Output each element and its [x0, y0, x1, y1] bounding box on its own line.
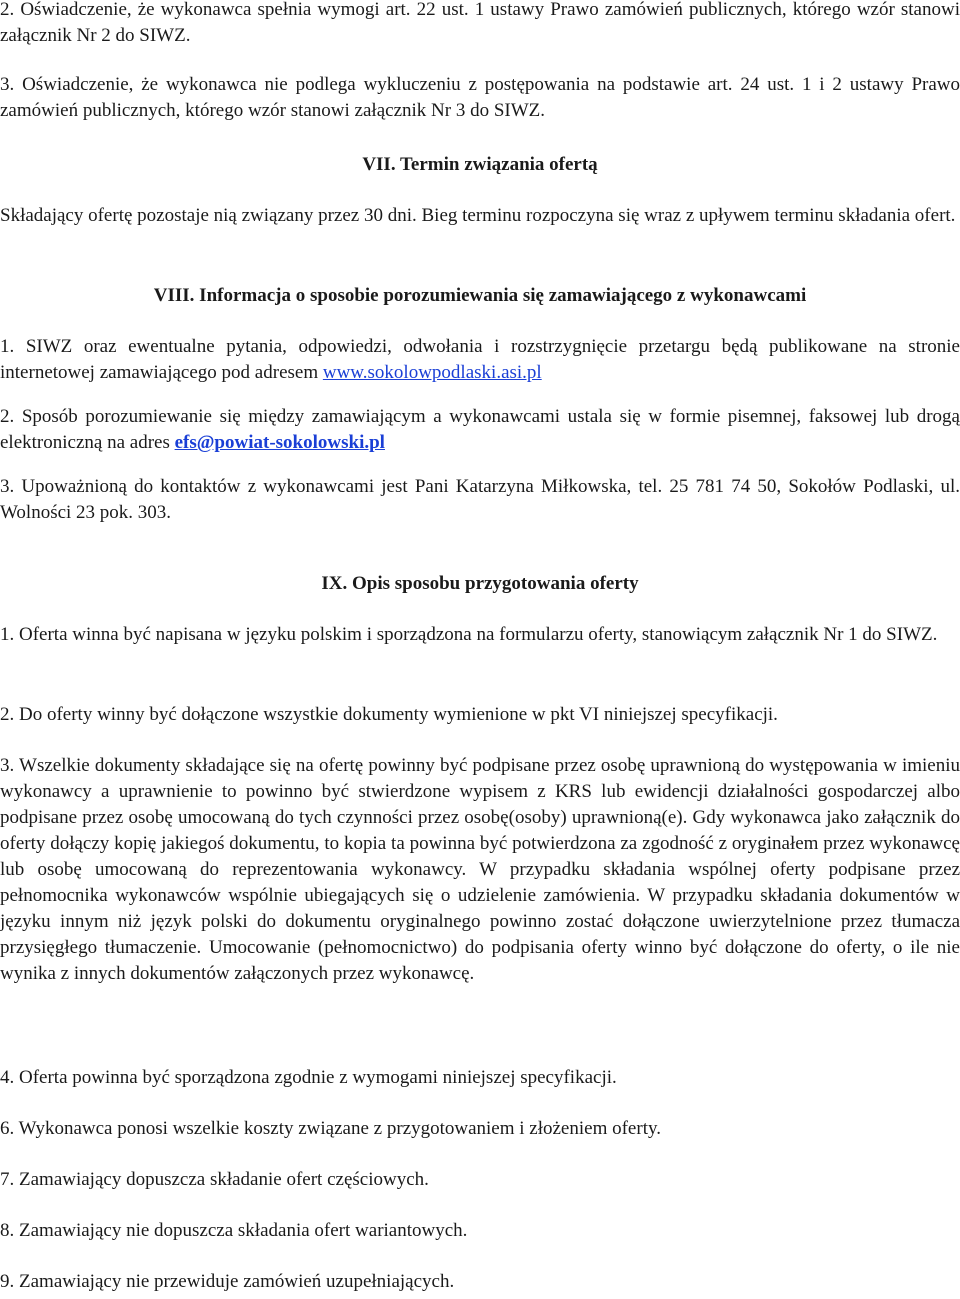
section-viii-heading: VIII. Informacja o sposobie porozumiewania się zamawiającego z wykonawcami — [153, 285, 807, 306]
section-viii-item-2-text: 2. Sposób porozumiewanie się między zamawiającym a wykonawcami ustala się w formie pisemnej, faksowej lub drogą elektroniczną na adres — [0, 406, 960, 453]
website-link[interactable]: www.sokolowpodlaski.asi.pl — [322, 362, 542, 383]
section-vii-heading: VII. Termin związania ofertą — [362, 154, 598, 175]
email-link[interactable]: efs@powiat-sokolowski.pl — [174, 432, 385, 453]
section-ix-item-3: 3. Wszelkie dokumenty składające się na ofertę powinny być podpisane przez osobę uprawnioną do występowania w imieniu wykonawcy a uprawnienie to powinno być stwierdzone wypisem z KRS lub ewidencji działalności gospodarczej albo podpisane przez osobę umocowaną do tych czynności przez osobę(osoby) uprawnioną(e). Gdy wykonawca jako załącznik do oferty dołączy kopię jakiegoś dokumentu, to kopia ta powinna być potwierdzona za zgodność z oryginałem przez wykonawcę lub osobę umocowaną do reprezentowania wykonawcy. W przypadku składania wspólnej oferty podpisane przez pełnomocnika wykonawców wspólnie ubiegających się o udzielenie zamówienia. W przypadku składania dokumentów w języku innym niż język polski do dokumentu oryginalnego powinno zostać dołączone uwierzytelnione przez tłumacza przysięgłego tłumaczenie. Umocowanie (pełnomocnictwo) do podpisania oferty winno być dołączone do oferty, o ile nie wynika z innych dokumentów załączonych przez wykonawcę. — [0, 755, 960, 984]
section-ix-item-6: 6. Wykonawca ponosi wszelkie koszty związane z przygotowaniem i złożeniem oferty. — [0, 1118, 661, 1139]
section-ix-item-4: 4. Oferta powinna być sporządzona zgodnie z wymogami niniejszej specyfikacji. — [0, 1067, 617, 1088]
section-vii-text: Składający ofertę pozostaje nią związany przez 30 dni. Bieg terminu rozpoczyna się wraz z upływem terminu składania ofert. — [0, 205, 956, 226]
section-viii-item-1-text: 1. SIWZ oraz ewentualne pytania, odpowiedzi, odwołania i rozstrzygnięcie przetargu będą publikowane na stronie internetowej zamawiającego pod adresem — [0, 336, 960, 383]
section-vi-item-2: 2. Oświadczenie, że wykonawca spełnia wymogi art. 22 ust. 1 ustawy Prawo zamówień publicznych, którego wzór stanowi załącznik Nr 2 do SIWZ. — [0, 0, 960, 46]
section-viii-item-3: 3. Upoważnioną do kontaktów z wykonawcami jest Pani Katarzyna Miłkowska, tel. 25 781 74 50, Sokołów Podlaski, ul. Wolności 23 pok. 303. — [0, 476, 960, 523]
section-viii-item-2 — [0, 404, 960, 456]
section-ix-item-2: 2. Do oferty winny być dołączone wszystkie dokumenty wymienione w pkt VI niniejszej specyfikacji. — [0, 704, 778, 725]
section-ix-item-9: 9. Zamawiający nie przewiduje zamówień uzupełniających. — [0, 1271, 455, 1292]
section-ix-heading: IX. Opis sposobu przygotowania oferty — [321, 573, 639, 594]
section-ix-item-7: 7. Zamawiający dopuszcza składanie ofert częściowych. — [0, 1169, 429, 1190]
section-vi-item-3: 3. Oświadczenie, że wykonawca nie podlega wykluczeniu z postępowania na podstawie art. 24 ust. 1 i 2 ustawy Prawo zamówień publicznych, którego wzór stanowi załącznik Nr 3 do SIWZ. — [0, 74, 960, 121]
section-viii-item-1 — [0, 334, 960, 386]
section-ix-item-8: 8. Zamawiający nie dopuszcza składania ofert wariantowych. — [0, 1220, 468, 1241]
section-ix-item-1: 1. Oferta winna być napisana w języku polskim i sporządzona na formularzu oferty, stanowiącym załącznik Nr 1 do SIWZ. — [0, 624, 938, 645]
